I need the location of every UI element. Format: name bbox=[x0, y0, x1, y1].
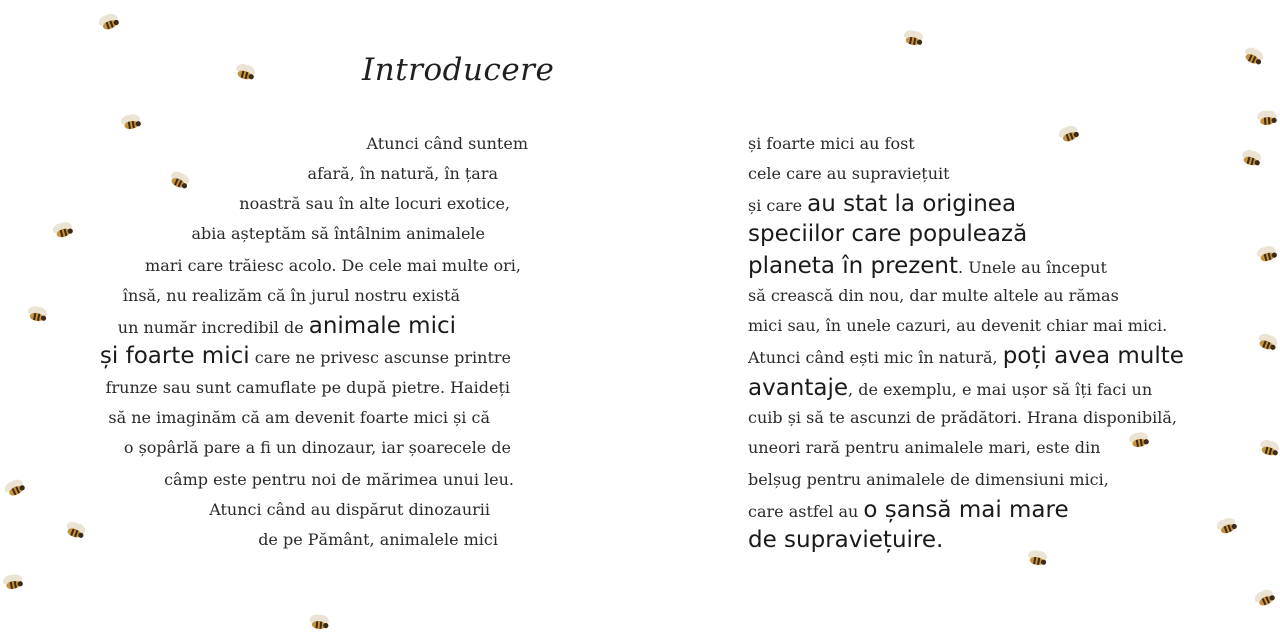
left-text-line bbox=[191, 224, 485, 244]
bee-icon bbox=[1252, 330, 1280, 356]
right-text-line bbox=[748, 497, 1069, 523]
left-text-line bbox=[145, 256, 521, 276]
left-text-line bbox=[106, 378, 510, 398]
left-text-line bbox=[99, 343, 511, 369]
body-text: cele care au supraviețuit bbox=[748, 164, 950, 183]
bee-icon bbox=[1236, 147, 1266, 171]
emphasized-text: și foarte mici bbox=[99, 343, 250, 369]
bee-icon bbox=[48, 219, 78, 243]
bee-icon bbox=[23, 304, 52, 326]
right-text-line bbox=[748, 191, 1017, 217]
body-text: belșug pentru animalele de dimensiuni mici, bbox=[748, 470, 1109, 489]
left-text-line bbox=[124, 438, 511, 458]
body-text: Atunci când ești mic în natură, bbox=[748, 348, 1003, 367]
bee-icon bbox=[1023, 548, 1052, 570]
bee-icon bbox=[899, 28, 928, 50]
bee-icon bbox=[305, 613, 332, 633]
bee-icon bbox=[1237, 43, 1268, 70]
emphasized-text: au stat la originea bbox=[807, 191, 1017, 217]
body-text: abia așteptăm să întâlnim animalele bbox=[191, 224, 485, 243]
left-text-line bbox=[308, 164, 498, 184]
right-text-line bbox=[748, 375, 1153, 401]
body-text: însă, nu realizăm că în jurul nostru există bbox=[122, 286, 460, 305]
body-text: noastră sau în alte locuri exotice, bbox=[239, 194, 510, 213]
body-text: care ne privesc ascunse printre bbox=[249, 348, 511, 367]
bee-icon bbox=[94, 10, 125, 36]
bee-icon bbox=[1253, 109, 1280, 129]
bee-icon bbox=[117, 112, 146, 134]
body-text: uneori rară pentru animalele mari, este din bbox=[748, 438, 1101, 457]
bee-icon bbox=[1125, 430, 1154, 452]
body-text: mici sau, în unele cazuri, au devenit chiar mai mici. bbox=[748, 316, 1168, 335]
body-text: de pe Pământ, animalele mici bbox=[258, 530, 498, 549]
bee-icon bbox=[0, 475, 31, 502]
body-text: să ne imaginăm că am devenit foarte mici și că bbox=[108, 408, 490, 427]
body-text: un număr incredibil de bbox=[117, 318, 309, 337]
bee-icon bbox=[1212, 514, 1243, 540]
right-text-line bbox=[748, 221, 1028, 247]
emphasized-text: animale mici bbox=[308, 313, 456, 339]
emphasized-text: planeta în prezent bbox=[748, 253, 959, 279]
bee-icon bbox=[1254, 437, 1280, 461]
page-title: Introducere bbox=[362, 52, 555, 88]
left-text-line bbox=[123, 286, 460, 306]
right-text-line bbox=[748, 164, 950, 184]
body-text: , de exemplu, e mai ușor să îți faci un bbox=[848, 380, 1153, 399]
left-text-line bbox=[209, 500, 490, 520]
bee-icon bbox=[163, 167, 194, 194]
right-text-line bbox=[748, 134, 915, 154]
emphasized-text: o șansă mai mare bbox=[863, 497, 1069, 523]
body-text: afară, în natură, în țara bbox=[307, 164, 498, 183]
left-text-line bbox=[367, 134, 529, 154]
bee-icon bbox=[1252, 243, 1280, 267]
bee-icon bbox=[1054, 122, 1085, 148]
body-text: care astfel au bbox=[748, 502, 864, 521]
left-text-line bbox=[164, 470, 514, 490]
left-text-line bbox=[239, 194, 510, 214]
bee-icon bbox=[0, 572, 27, 594]
right-text-line bbox=[748, 316, 1167, 336]
body-text: cuib și să te ascunzi de prădători. Hrana disponibilă, bbox=[748, 408, 1177, 427]
right-text-line bbox=[748, 408, 1177, 428]
right-text-line bbox=[748, 438, 1100, 458]
body-text: Atunci când suntem bbox=[366, 134, 528, 153]
body-text: și care bbox=[748, 196, 808, 215]
emphasized-text: avantaje bbox=[748, 375, 849, 401]
body-text: Atunci când au dispărut dinozaurii bbox=[209, 500, 490, 519]
body-text: . Unele au început bbox=[958, 258, 1107, 277]
emphasized-text: speciilor care populează bbox=[748, 221, 1028, 247]
left-text-line bbox=[117, 313, 456, 339]
body-text: o șopârlă pare a fi un dinozaur, iar șoarecele de bbox=[123, 438, 511, 457]
body-text: și foarte mici au fost bbox=[748, 134, 915, 153]
bee-icon bbox=[60, 518, 91, 544]
emphasized-text: poți avea multe bbox=[1002, 343, 1184, 369]
right-text-line bbox=[748, 343, 1184, 369]
body-text: mari care trăiesc acolo. De cele mai multe ori, bbox=[145, 256, 521, 275]
body-text: frunze sau sunt camuflate pe după pietre. Haideți bbox=[105, 378, 510, 397]
right-text-line bbox=[748, 253, 1107, 279]
bee-icon bbox=[230, 61, 260, 85]
right-text-line bbox=[748, 286, 1119, 306]
bee-icon bbox=[1249, 585, 1280, 612]
right-text-line bbox=[748, 470, 1109, 490]
body-text: câmp este pentru noi de mărimea unui leu. bbox=[164, 470, 514, 489]
left-text-line bbox=[258, 530, 498, 550]
body-text: să crească din nou, dar multe altele au rămas bbox=[748, 286, 1119, 305]
emphasized-text: de supraviețuire. bbox=[748, 527, 944, 553]
left-text-line bbox=[108, 408, 490, 428]
right-text-line bbox=[748, 527, 944, 553]
